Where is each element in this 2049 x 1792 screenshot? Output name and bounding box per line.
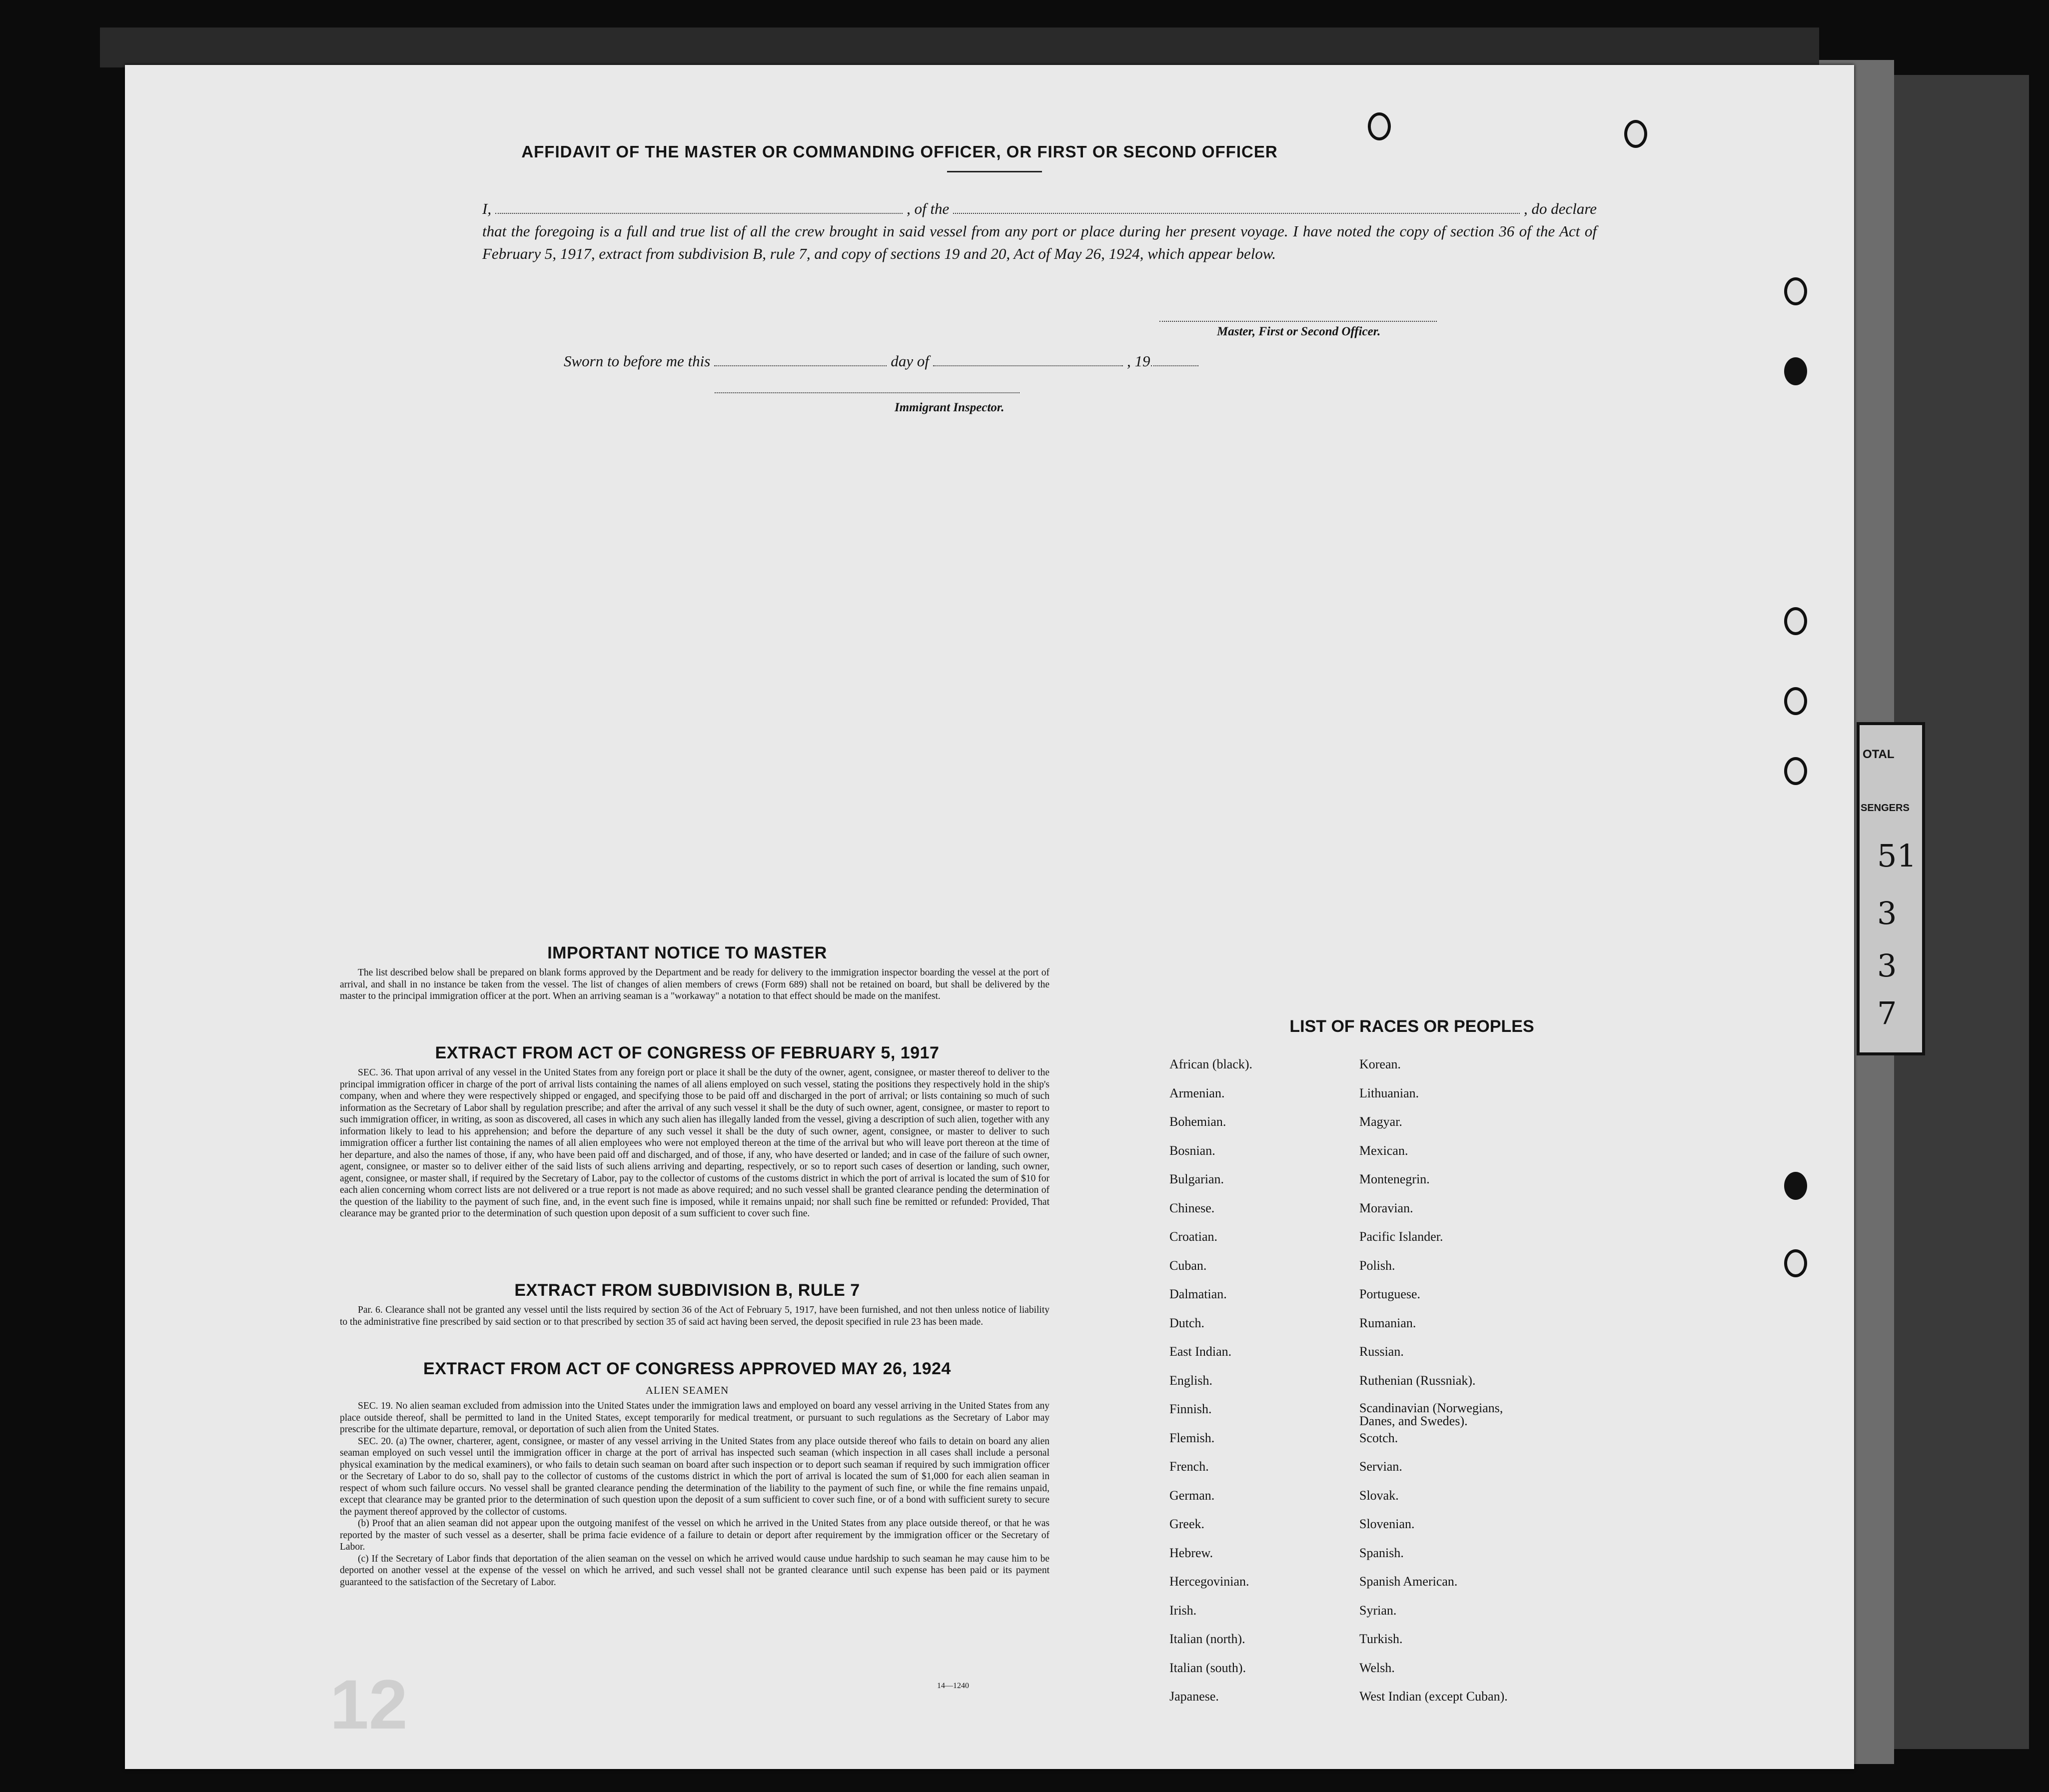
- race-item: Dalmatian.: [1169, 1287, 1227, 1301]
- race-item: Rumanian.: [1359, 1315, 1416, 1330]
- punch-hole: [1784, 757, 1807, 785]
- race-item: Lithuanian.: [1359, 1085, 1419, 1100]
- inspector-label: Immigrant Inspector.: [895, 401, 1005, 414]
- punch-hole: [1784, 687, 1807, 715]
- year-blank[interactable]: [1151, 354, 1198, 366]
- race-item: Hercegovinian.: [1169, 1574, 1249, 1589]
- race-item: Russian.: [1359, 1344, 1404, 1359]
- race-item: Spanish.: [1359, 1545, 1404, 1560]
- race-item: Syrian.: [1359, 1603, 1397, 1618]
- race-item: Chinese.: [1169, 1200, 1215, 1215]
- race-item: Dutch.: [1169, 1315, 1205, 1330]
- race-item: Pacific Islander.: [1359, 1229, 1443, 1244]
- race-item: West Indian (except Cuban).: [1359, 1689, 1508, 1704]
- name-blank[interactable]: [495, 201, 903, 214]
- total-label: OTAL: [1863, 748, 1895, 761]
- race-item: Ruthenian (Russniak).: [1359, 1373, 1476, 1388]
- punch-hole: [1784, 1172, 1807, 1200]
- of-the-label: , of the: [907, 200, 950, 217]
- handwritten-count: 51: [1877, 838, 1917, 874]
- race-item: Japanese.: [1169, 1689, 1219, 1704]
- year-prefix: , 19: [1126, 352, 1150, 370]
- race-item: Servian.: [1359, 1459, 1402, 1474]
- race-item: Mexican.: [1359, 1143, 1408, 1158]
- races-title: LIST OF RACES OR PEOPLES: [1289, 1017, 1534, 1036]
- race-item: Italian (south).: [1169, 1660, 1246, 1675]
- race-item: Turkish.: [1359, 1632, 1403, 1646]
- rule7-text: Par. 6. Clearance shall not be granted any vessel until the lists required by section 36 of the Act of February 5, 1917, have been furnished, and not then unless notice of liability to the administrative fine prescribed by said section or to that prescribed by section 35 of said act having been served, the deposit specified in rule 23 has been made.: [340, 1305, 1049, 1327]
- race-item: Greek.: [1169, 1517, 1205, 1531]
- extract-1917-text: SEC. 36. That upon arrival of any vessel in the United States from any foreign port or place it shall be the duty of the owner, agent, consignee, or master thereof to deliver to the principal immigration officer in charge of the port of arrival lists containing the names of all aliens employed on such vessel, stating the positions they respectively hold in the ship's company, when and where they were respectively shipped or engaged, and specifying those to be paid off and discharged in the port of arrival; or lists containing so much of such information as the Secretary of Labor shall by regulation prescribe; and after the arrival of any such vessel it shall be the duty of such owner, agent, consignee, or master to report to such immigration officer, in writing, as soon as discovered, all cases in which any such alien has illegally landed from the vessel, giving a description of such alien, together with any information likely to lead to his apprehension; and before the departure of any such vessel it shall be the duty of such owner, agent, consignee, or master to deliver to such immigration officer a further list containing the names of all alien employees who were not employed thereon at the time of the arrival but who will leave port thereon at the time of her departure, and also the names of those, if any, who have been paid off and discharged, and of those, if any, who have deserted or landed; and in case of the failure of such owner, agent, consignee, or master so to deliver either of the said lists of such aliens arriving and departing, respectively, or so to report such cases of desertion or landing, such owner, agent, consignee, or master shall, if required by the Secretary of Labor, pay to the collector of customs of the customs district in which the port of arrival is located the sum of $10 for each alien concerning whom correct lists are not delivered or a true report is not made as above required; and no such vessel shall be granted clearance pending the determination of the question of the liability to the payment of such fine, and, in the event such fine is imposed, while it remains unpaid; nor shall such fine be remitted or refunded: Provided, That clearance may be granted prior to the determination of such question upon deposit of a sum sufficient to cover such fine.: [340, 1067, 1049, 1219]
- month-blank[interactable]: [933, 354, 1123, 366]
- race-item: Slovenian.: [1359, 1517, 1415, 1531]
- race-item: Croatian.: [1169, 1229, 1218, 1244]
- race-item: German.: [1169, 1488, 1215, 1503]
- document-page: [125, 65, 1854, 1769]
- race-item: Korean.: [1359, 1057, 1401, 1071]
- affidavit-title: AFFIDAVIT OF THE MASTER OR COMMANDING OFFICER, OR FIRST OR SECOND OFFICER: [521, 142, 1278, 161]
- race-item: Flemish.: [1169, 1430, 1215, 1445]
- race-item: Scotch.: [1359, 1430, 1398, 1445]
- master-signature-label: Master, First or Second Officer.: [1217, 325, 1381, 338]
- day-blank[interactable]: [714, 354, 887, 366]
- punch-hole: [1784, 357, 1807, 385]
- punch-hole: [1784, 1249, 1807, 1277]
- race-item: Bulgarian.: [1169, 1172, 1224, 1186]
- race-item: Bosnian.: [1169, 1143, 1215, 1158]
- race-item: Cuban.: [1169, 1258, 1207, 1273]
- day-of-label: day of: [891, 352, 929, 370]
- race-item: Armenian.: [1169, 1085, 1225, 1100]
- top-sheet-edge: [100, 27, 1819, 67]
- extract-1924-text: SEC. 19. No alien seaman excluded from admission into the United States under the immigration laws and employed on board any vessel arriving in the United States from any place outside thereof, shall be permitted to land in the United States, except temporarily for medical treatment, or pursuant to such regulations as the Secretary of Labor may prescribe for the ultimate departure, removal, or deportation of such alien from the United States. SEC. 20. (a) The owner, charterer, agent, consignee, or master of any vessel arriving in the United States from any place outside thereof who fails to detain on board any alien seaman employed on such vessel until the immigration officer in charge at the port of arrival has inspected such seaman (which inspection in all cases shall include a personal physical examination by the medical examiners), or who fails to detain such seaman on board after such inspection or to deport such seaman if required by such immigration officer or the Secretary of Labor to do so, shall pay to the collector of customs of the customs district in which the port of arrival is located the sum of $1,000 for each alien seaman in respect of whom such failure occurs. No vessel shall be granted clearance pending the determination of the liability to the payment of such fine, or while the fine remains unpaid, except that clearance may be granted prior to the determination of such question upon the deposit of a sum sufficient to cover such fine, or of a bond with sufficient surety to secure the payment thereof approved by the collector of customs. (b) Proof that an alien seaman did not appear upon the outgoing manifest of the vessel on which he arrived in the United States from any place outside thereof, or that he was reported by the master of such vessel as a deserter, shall be prima facie evidence of a failure to detain or deport after requirement by the immigration officer or the Secretary of Labor. (c) If the Secretary of Labor finds that deportation of the alien seaman on the vessel on which he arrived would cause undue hardship to such seaman he may cause him to be deported on another vessel at the expense of the vessel on which he arrived, and such vessel shall not be granted clearance until such expense has been paid or its payment guaranteed to the satisfaction of the Secretary of Labor.: [340, 1401, 1049, 1588]
- race-item: Polish.: [1359, 1258, 1395, 1273]
- passengers-label: SENGERS: [1861, 803, 1910, 814]
- punch-hole: [1784, 607, 1807, 635]
- handwritten-count: 3: [1877, 947, 1897, 984]
- race-item: French.: [1169, 1459, 1209, 1474]
- i-label: I,: [482, 200, 492, 217]
- margin-page-number: 12: [330, 1665, 408, 1744]
- races-right-column: [1359, 1057, 1524, 1718]
- title-rule: [947, 171, 1042, 172]
- handwritten-count: 3: [1877, 895, 1897, 931]
- do-declare-label: , do declare: [1523, 200, 1597, 217]
- race-item: Finnish.: [1169, 1402, 1212, 1416]
- race-item: Moravian.: [1359, 1200, 1413, 1215]
- race-item: English.: [1169, 1373, 1212, 1388]
- declaration-first-line: [482, 197, 1597, 220]
- race-item: East Indian.: [1169, 1344, 1232, 1359]
- form-number: 14—1240: [937, 1682, 969, 1690]
- master-signature-line[interactable]: [1159, 321, 1437, 323]
- race-item: African (black).: [1169, 1057, 1253, 1071]
- notice-text: The list described below shall be prepared on blank forms approved by the Department and be ready for delivery to the immigration inspector boarding the vessel at the port of arrival, and shall in no instance be taken from the vessel. The list of changes of alien members of crews (Form 689) shall not be retained on board, but shall be delivered by the master to the principal immigration officer at the port. When an arriving seaman is a "workaway" a notation to that effect should be made on the manifest.: [340, 967, 1049, 1001]
- race-item: Irish.: [1169, 1603, 1197, 1618]
- race-item: Slovak.: [1359, 1488, 1399, 1503]
- notice-title: IMPORTANT NOTICE TO MASTER: [547, 943, 827, 962]
- race-item: Magyar.: [1359, 1114, 1402, 1129]
- declaration-body: that the foregoing is a full and true list of all the crew brought in said vessel from any port or place during her present voyage. I have noted the copy of section 36 of the Act of February 5, 1917, extract from subdivision B, rule 7, and copy of sections 19 and 20, Act of May 26, 1924, which appear below.: [482, 222, 1597, 262]
- race-item: Bohemian.: [1169, 1114, 1226, 1129]
- race-item: Spanish American.: [1359, 1574, 1458, 1589]
- races-left-column: [1169, 1057, 1252, 1718]
- extract-1924-title: EXTRACT FROM ACT OF CONGRESS APPROVED MAY 26, 1924: [423, 1359, 951, 1378]
- punch-hole: [1784, 277, 1807, 305]
- inspector-signature-line[interactable]: [715, 392, 1020, 393]
- race-item: Italian (north).: [1169, 1632, 1245, 1646]
- race-item: Welsh.: [1359, 1660, 1395, 1675]
- declaration-block: [482, 197, 1597, 265]
- race-item: Scandinavian (Norwegians, Danes, and Swedes).: [1359, 1401, 1503, 1428]
- extract-1917-title: EXTRACT FROM ACT OF CONGRESS OF FEBRUARY 5, 1917: [435, 1043, 940, 1062]
- rule7-title: EXTRACT FROM SUBDIVISION B, RULE 7: [514, 1281, 860, 1300]
- sworn-prefix: Sworn to before me this: [564, 352, 711, 370]
- alien-seamen-subtitle: ALIEN SEAMEN: [645, 1384, 729, 1396]
- sworn-line: [564, 352, 1202, 370]
- race-item: Portuguese.: [1359, 1287, 1421, 1301]
- handwritten-count: 7: [1877, 995, 1897, 1031]
- race-item: Montenegrin.: [1359, 1172, 1430, 1186]
- race-item: Hebrew.: [1169, 1545, 1213, 1560]
- punch-hole: [1368, 112, 1391, 140]
- vessel-name-blank[interactable]: [953, 201, 1520, 214]
- total-passengers-box: [1857, 722, 1925, 1055]
